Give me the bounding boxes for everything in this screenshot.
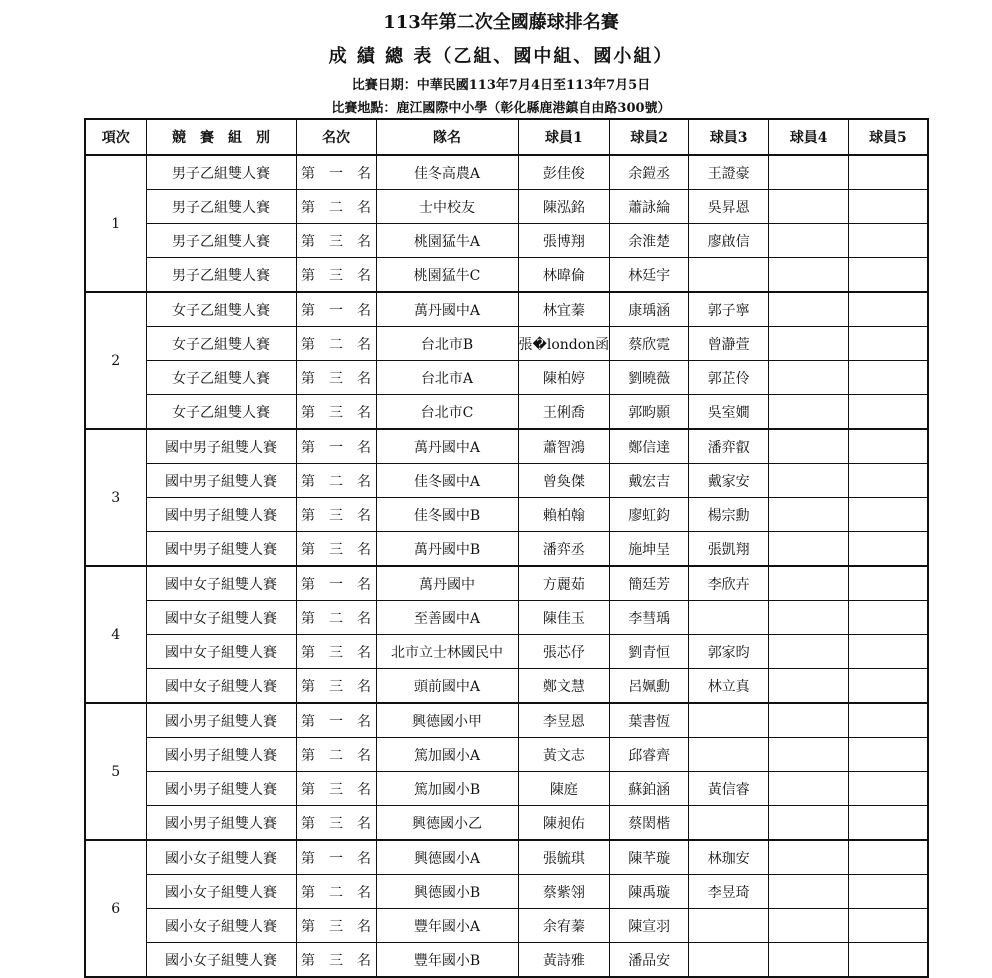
player-cell bbox=[769, 292, 849, 327]
event-cell: 國小男子組雙人賽 bbox=[146, 703, 296, 738]
player-cell bbox=[769, 840, 849, 875]
event-cell: 國小女子組雙人賽 bbox=[146, 875, 296, 909]
player-cell bbox=[849, 155, 928, 190]
rank-cell: 第 二 名 bbox=[296, 601, 376, 635]
player-cell: 陳佳玉 bbox=[518, 601, 610, 635]
player-cell: 楊宗勳 bbox=[689, 498, 769, 532]
document-subtitle: 成 績 總 表（乙組、國中組、國小組） bbox=[328, 46, 674, 67]
rank-cell: 第 一 名 bbox=[296, 840, 376, 875]
player-cell bbox=[769, 566, 849, 601]
player-cell: 張博翔 bbox=[518, 224, 610, 258]
event-cell: 國中男子組雙人賽 bbox=[146, 532, 296, 567]
column-header-player-4: 球員4 bbox=[769, 119, 849, 155]
player-cell bbox=[689, 738, 769, 772]
player-cell bbox=[849, 772, 928, 806]
column-header-event: 競 賽 組 別 bbox=[146, 119, 296, 155]
player-cell: 李彗瑀 bbox=[610, 601, 689, 635]
player-cell: 廖虹鈞 bbox=[610, 498, 689, 532]
player-cell: 蕭智鴻 bbox=[518, 429, 610, 464]
team-cell: 頭前國中A bbox=[376, 669, 518, 704]
player-cell bbox=[769, 635, 849, 669]
player-cell bbox=[689, 943, 769, 978]
player-cell bbox=[769, 224, 849, 258]
group-index-cell: 2 bbox=[85, 292, 146, 429]
player-cell: 陳宣羽 bbox=[610, 909, 689, 943]
player-cell: 蔡閎楷 bbox=[610, 806, 689, 841]
team-cell: 佳冬國中B bbox=[376, 498, 518, 532]
rank-cell: 第 二 名 bbox=[296, 464, 376, 498]
table-row bbox=[85, 292, 928, 327]
player-cell: 陳昶佑 bbox=[518, 806, 610, 841]
player-cell: 張毓琪 bbox=[518, 840, 610, 875]
table-row bbox=[85, 224, 928, 258]
rank-cell: 第 三 名 bbox=[296, 772, 376, 806]
player-cell bbox=[769, 875, 849, 909]
player-cell bbox=[769, 464, 849, 498]
player-cell: 吳室嫺 bbox=[689, 395, 769, 430]
team-cell: 至善國中A bbox=[376, 601, 518, 635]
event-cell: 國中女子組雙人賽 bbox=[146, 566, 296, 601]
player-cell bbox=[769, 532, 849, 567]
player-cell bbox=[849, 429, 928, 464]
rank-cell: 第 二 名 bbox=[296, 875, 376, 909]
player-cell: 康瑀涵 bbox=[610, 292, 689, 327]
player-cell: 戴宏吉 bbox=[610, 464, 689, 498]
team-cell: 萬丹國中A bbox=[376, 292, 518, 327]
player-cell: 蔡欣霓 bbox=[610, 327, 689, 361]
player-cell: 張凱翔 bbox=[689, 532, 769, 567]
team-cell: 桃園猛牛C bbox=[376, 258, 518, 293]
player-cell: 郭子寧 bbox=[689, 292, 769, 327]
team-cell: 篤加國小A bbox=[376, 738, 518, 772]
player-cell: 劉青恒 bbox=[610, 635, 689, 669]
column-header-index: 項次 bbox=[85, 119, 146, 155]
player-cell: 郭家昀 bbox=[689, 635, 769, 669]
player-cell: 方麗茹 bbox=[518, 566, 610, 601]
player-cell: 施坤呈 bbox=[610, 532, 689, 567]
player-cell: 邱睿齊 bbox=[610, 738, 689, 772]
event-cell: 國小女子組雙人賽 bbox=[146, 943, 296, 978]
event-cell: 女子乙組雙人賽 bbox=[146, 395, 296, 430]
event-cell: 國中女子組雙人賽 bbox=[146, 669, 296, 704]
competition-venue: 比賽地點：鹿江國際中小學（彰化縣鹿港鎮自由路300號） bbox=[331, 101, 671, 116]
player-cell: 林宜蓁 bbox=[518, 292, 610, 327]
team-cell: 萬丹國中B bbox=[376, 532, 518, 567]
table-row bbox=[85, 635, 928, 669]
table-row bbox=[85, 190, 928, 224]
rank-cell: 第 三 名 bbox=[296, 635, 376, 669]
event-cell: 男子乙組雙人賽 bbox=[146, 258, 296, 293]
table-row bbox=[85, 601, 928, 635]
event-cell: 男子乙組雙人賽 bbox=[146, 155, 296, 190]
event-cell: 國中男子組雙人賽 bbox=[146, 429, 296, 464]
player-cell bbox=[849, 669, 928, 704]
rank-cell: 第 三 名 bbox=[296, 498, 376, 532]
column-header-player-5: 球員5 bbox=[849, 119, 928, 155]
player-cell bbox=[849, 635, 928, 669]
table-row bbox=[85, 909, 928, 943]
team-cell: 萬丹國中 bbox=[376, 566, 518, 601]
results-table bbox=[84, 118, 929, 978]
player-cell bbox=[689, 601, 769, 635]
player-cell bbox=[769, 943, 849, 978]
column-header-player-1: 球員1 bbox=[518, 119, 610, 155]
rank-cell: 第 一 名 bbox=[296, 155, 376, 190]
column-header-player-2: 球員2 bbox=[610, 119, 689, 155]
player-cell bbox=[849, 601, 928, 635]
player-cell: 潘品安 bbox=[610, 943, 689, 978]
player-cell: 陳芊璇 bbox=[610, 840, 689, 875]
player-cell bbox=[849, 806, 928, 841]
player-cell bbox=[769, 738, 849, 772]
rank-cell: 第 三 名 bbox=[296, 224, 376, 258]
table-row bbox=[85, 669, 928, 704]
rank-cell: 第 二 名 bbox=[296, 327, 376, 361]
table-row bbox=[85, 258, 928, 293]
group-index-cell: 4 bbox=[85, 566, 146, 703]
team-cell: 佳冬國中A bbox=[376, 464, 518, 498]
player-cell: 鄭文慧 bbox=[518, 669, 610, 704]
player-cell: 潘弈叡 bbox=[689, 429, 769, 464]
event-cell: 女子乙組雙人賽 bbox=[146, 361, 296, 395]
player-cell: 余宥蓁 bbox=[518, 909, 610, 943]
rank-cell: 第 三 名 bbox=[296, 258, 376, 293]
rank-cell: 第 三 名 bbox=[296, 943, 376, 978]
event-cell: 國小男子組雙人賽 bbox=[146, 738, 296, 772]
rank-cell: 第 一 名 bbox=[296, 292, 376, 327]
rank-cell: 第 三 名 bbox=[296, 909, 376, 943]
player-cell bbox=[769, 429, 849, 464]
player-cell bbox=[769, 601, 849, 635]
team-cell: 興德國小B bbox=[376, 875, 518, 909]
event-cell: 女子乙組雙人賽 bbox=[146, 292, 296, 327]
player-cell bbox=[769, 327, 849, 361]
player-cell: 陳禹璇 bbox=[610, 875, 689, 909]
competition-date: 比賽日期：中華民國113年7月4日至113年7月5日 bbox=[351, 78, 651, 93]
team-cell: 台北市A bbox=[376, 361, 518, 395]
rank-cell: 第 一 名 bbox=[296, 429, 376, 464]
player-cell bbox=[849, 875, 928, 909]
table-row bbox=[85, 875, 928, 909]
team-cell: 萬丹國中A bbox=[376, 429, 518, 464]
group-index-cell: 3 bbox=[85, 429, 146, 566]
team-cell: 興德國小A bbox=[376, 840, 518, 875]
player-cell: 余鎧丞 bbox=[610, 155, 689, 190]
player-cell bbox=[769, 703, 849, 738]
table-row bbox=[85, 772, 928, 806]
player-cell: 劉曉薇 bbox=[610, 361, 689, 395]
player-cell bbox=[689, 703, 769, 738]
player-cell: 李昱琦 bbox=[689, 875, 769, 909]
player-cell: 張�london函 bbox=[518, 327, 610, 361]
table-row bbox=[85, 395, 928, 430]
player-cell: 林立真 bbox=[689, 669, 769, 704]
rank-cell: 第 三 名 bbox=[296, 806, 376, 841]
player-cell: 廖啟信 bbox=[689, 224, 769, 258]
team-cell: 士中校友 bbox=[376, 190, 518, 224]
player-cell: 彭佳俊 bbox=[518, 155, 610, 190]
table-row bbox=[85, 943, 928, 978]
player-cell: 王俐喬 bbox=[518, 395, 610, 430]
event-cell: 國小女子組雙人賽 bbox=[146, 840, 296, 875]
player-cell bbox=[769, 909, 849, 943]
player-cell bbox=[849, 532, 928, 567]
player-cell bbox=[849, 943, 928, 978]
player-cell bbox=[849, 464, 928, 498]
player-cell: 林暐倫 bbox=[518, 258, 610, 293]
player-cell bbox=[769, 361, 849, 395]
player-cell bbox=[849, 566, 928, 601]
player-cell: 黃文志 bbox=[518, 738, 610, 772]
group-index-cell: 5 bbox=[85, 703, 146, 840]
team-cell: 篤加國小B bbox=[376, 772, 518, 806]
player-cell bbox=[849, 909, 928, 943]
team-cell: 北市立士林國民中 bbox=[376, 635, 518, 669]
event-cell: 國中男子組雙人賽 bbox=[146, 464, 296, 498]
event-cell: 國小女子組雙人賽 bbox=[146, 909, 296, 943]
player-cell bbox=[849, 703, 928, 738]
table-row bbox=[85, 703, 928, 738]
rank-cell: 第 一 名 bbox=[296, 703, 376, 738]
player-cell bbox=[769, 772, 849, 806]
player-cell: 李欣卉 bbox=[689, 566, 769, 601]
player-cell: 余淮楚 bbox=[610, 224, 689, 258]
event-cell: 男子乙組雙人賽 bbox=[146, 224, 296, 258]
player-cell: 陳庭 bbox=[518, 772, 610, 806]
table-header-row bbox=[85, 119, 928, 155]
player-cell: 蕭詠綸 bbox=[610, 190, 689, 224]
team-cell: 台北市C bbox=[376, 395, 518, 430]
player-cell bbox=[769, 155, 849, 190]
team-cell: 佳冬高農A bbox=[376, 155, 518, 190]
event-cell: 國小男子組雙人賽 bbox=[146, 772, 296, 806]
event-cell: 國中女子組雙人賽 bbox=[146, 635, 296, 669]
player-cell: 黃詩雅 bbox=[518, 943, 610, 978]
player-cell: 張芯伃 bbox=[518, 635, 610, 669]
table-row bbox=[85, 155, 928, 190]
player-cell: 郭畇顥 bbox=[610, 395, 689, 430]
player-cell bbox=[689, 909, 769, 943]
player-cell: 潘弈丞 bbox=[518, 532, 610, 567]
player-cell: 李昱恩 bbox=[518, 703, 610, 738]
team-cell: 台北市B bbox=[376, 327, 518, 361]
document-title: 113年第二次全國藤球排名賽 bbox=[383, 12, 619, 33]
player-cell: 呂姵勳 bbox=[610, 669, 689, 704]
player-cell: 王證豪 bbox=[689, 155, 769, 190]
player-cell: 曾瀞萱 bbox=[689, 327, 769, 361]
player-cell bbox=[769, 669, 849, 704]
player-cell: 郭芷伶 bbox=[689, 361, 769, 395]
event-cell: 男子乙組雙人賽 bbox=[146, 190, 296, 224]
player-cell: 林廷宇 bbox=[610, 258, 689, 293]
table-row bbox=[85, 498, 928, 532]
group-index-cell: 6 bbox=[85, 840, 146, 977]
rank-cell: 第 三 名 bbox=[296, 361, 376, 395]
player-cell bbox=[769, 190, 849, 224]
column-header-rank: 名次 bbox=[296, 119, 376, 155]
table-row bbox=[85, 464, 928, 498]
player-cell: 蔡紫翎 bbox=[518, 875, 610, 909]
player-cell: 林珈安 bbox=[689, 840, 769, 875]
player-cell bbox=[689, 258, 769, 293]
player-cell bbox=[849, 361, 928, 395]
player-cell bbox=[849, 395, 928, 430]
player-cell bbox=[849, 498, 928, 532]
player-cell bbox=[849, 738, 928, 772]
player-cell bbox=[849, 327, 928, 361]
team-cell: 桃園猛牛A bbox=[376, 224, 518, 258]
player-cell: 戴家安 bbox=[689, 464, 769, 498]
player-cell: 簡廷芳 bbox=[610, 566, 689, 601]
table-row bbox=[85, 327, 928, 361]
player-cell bbox=[769, 395, 849, 430]
table-row bbox=[85, 361, 928, 395]
rank-cell: 第 三 名 bbox=[296, 395, 376, 430]
table-row bbox=[85, 566, 928, 601]
player-cell: 葉書恆 bbox=[610, 703, 689, 738]
rank-cell: 第 一 名 bbox=[296, 566, 376, 601]
player-cell bbox=[849, 258, 928, 293]
rank-cell: 第 三 名 bbox=[296, 532, 376, 567]
player-cell bbox=[769, 258, 849, 293]
player-cell bbox=[849, 190, 928, 224]
rank-cell: 第 二 名 bbox=[296, 738, 376, 772]
column-header-player-3: 球員3 bbox=[689, 119, 769, 155]
player-cell bbox=[849, 292, 928, 327]
player-cell bbox=[849, 224, 928, 258]
player-cell bbox=[849, 840, 928, 875]
team-cell: 豐年國小A bbox=[376, 909, 518, 943]
table-row bbox=[85, 840, 928, 875]
player-cell: 蘇鉑涵 bbox=[610, 772, 689, 806]
player-cell: 陳柏婷 bbox=[518, 361, 610, 395]
event-cell: 國中男子組雙人賽 bbox=[146, 498, 296, 532]
player-cell: 吳昇恩 bbox=[689, 190, 769, 224]
player-cell: 鄭信達 bbox=[610, 429, 689, 464]
team-cell: 興德國小乙 bbox=[376, 806, 518, 841]
player-cell bbox=[769, 806, 849, 841]
event-cell: 國小男子組雙人賽 bbox=[146, 806, 296, 841]
player-cell bbox=[769, 498, 849, 532]
group-index-cell: 1 bbox=[85, 155, 146, 292]
rank-cell: 第 二 名 bbox=[296, 190, 376, 224]
player-cell: 曾奐傑 bbox=[518, 464, 610, 498]
player-cell bbox=[689, 806, 769, 841]
rank-cell: 第 三 名 bbox=[296, 669, 376, 704]
event-cell: 女子乙組雙人賽 bbox=[146, 327, 296, 361]
table-row bbox=[85, 532, 928, 567]
event-cell: 國中女子組雙人賽 bbox=[146, 601, 296, 635]
table-row bbox=[85, 738, 928, 772]
column-header-team: 隊名 bbox=[376, 119, 518, 155]
player-cell: 陳泓銘 bbox=[518, 190, 610, 224]
table-row bbox=[85, 429, 928, 464]
team-cell: 豐年國小B bbox=[376, 943, 518, 978]
table-row bbox=[85, 806, 928, 841]
player-cell: 賴柏翰 bbox=[518, 498, 610, 532]
player-cell: 黃信睿 bbox=[689, 772, 769, 806]
team-cell: 興德國小甲 bbox=[376, 703, 518, 738]
